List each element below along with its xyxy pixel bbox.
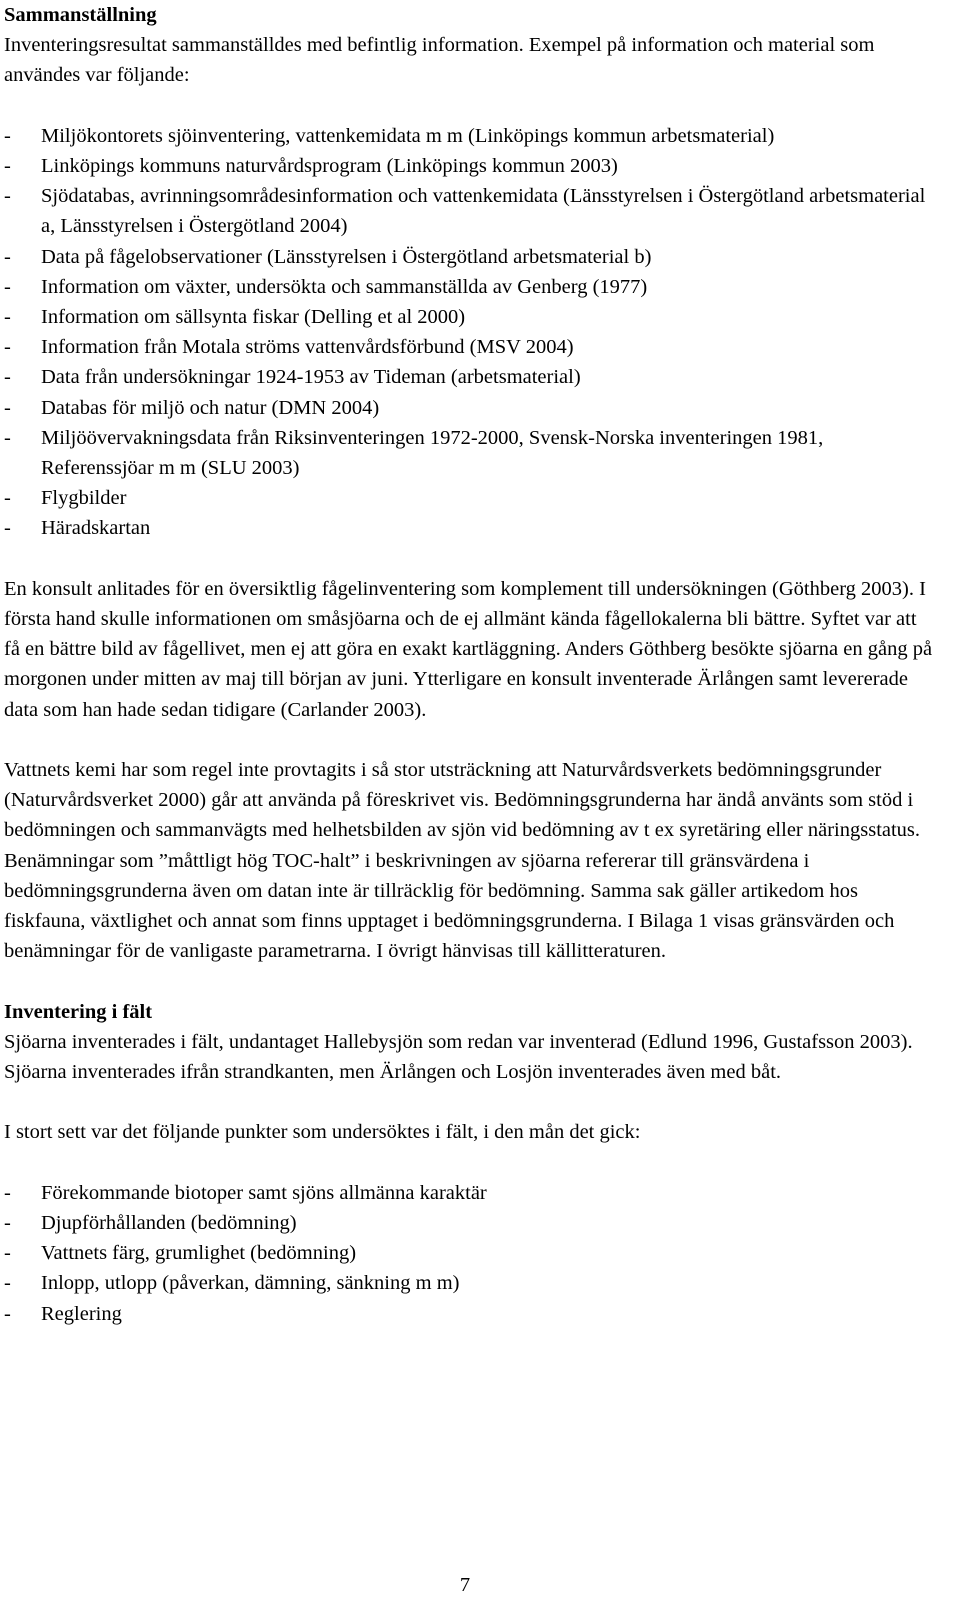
list-item: - Häradskartan [4, 513, 934, 543]
document-page [4, 0, 934, 1329]
spacer [4, 91, 934, 121]
intro-paragraph: Inventeringsresultat sammanställdes med befintlig information. Exempel på information och material som användes var följande: [4, 34, 875, 87]
section-heading-sammanstallning: Sammanställning [4, 4, 157, 26]
section-heading-inventering-i-falt: Inventering i fält [4, 1000, 153, 1023]
list-item: - Miljöövervakningsdata från Riksinventeringen 1972-2000, Svensk-Norska inventeringen 1981, Referenssjöar m m (SLU 2003) [4, 423, 934, 483]
list-item: - Information från Motala ströms vattenvårdsförbund (MSV 2004) [4, 332, 934, 362]
list-item: - Linköpings kommuns naturvårdsprogram (Linköpings kommun 2003) [4, 151, 934, 181]
list-item: - Vattnets färg, grumlighet (bedömning) [4, 1238, 934, 1268]
points-intro-paragraph: I stort sett var det följande punkter som undersöktes i fält, i den mån det gick: [4, 1121, 641, 1144]
list-item: - Information om sällsynta fiskar (Delling et al 2000) [4, 302, 934, 332]
list-item: - Miljökontorets sjöinventering, vattenkemidata m m (Linköpings kommun arbetsmaterial) [4, 121, 934, 151]
list-item: - Sjödatabas, avrinningsområdesinformation och vattenkemidata (Länsstyrelsen i Östergötland arbetsmaterial a, Länsstyrelsen i Östergötland 2004) [4, 181, 934, 241]
list-item: - Data från undersökningar 1924-1953 av Tideman (arbetsmaterial) [4, 362, 934, 392]
list-item: - Djupförhållanden (bedömning) [4, 1208, 934, 1238]
spacer [4, 966, 934, 996]
list-item: - Data på fågelobservationer (Länsstyrelsen i Östergötland arbetsmaterial b) [4, 242, 934, 272]
chemistry-paragraph: Vattnets kemi har som regel inte provtagits i så stor utsträckning att Naturvårdsverkets bedömningsgrunder (Naturvårdsverket 2000) går att använda på föreskrivet vis. Bedömningsgrunderna har ändå använts som stöd i bedömningen och sammanvägts med helhetsbilden av sjön vid bedömning av t ex syretäring eller näringsstatus. Benämningar som ”måttligt hög TOC-halt” i beskrivningen av sjöarna refererar till gränsvärdena i bedömningsgrunderna även om datan inte är tillräcklig för bedömning. Samma sak gäller artikedom hos fiskfauna, växtlighet och annat som finns upptaget i bedömningsgrunderna. I Bilaga 1 visas gränsvärden och benämningar för de vanligaste parametrarna. I övrigt hänvisas till källitteraturen. [4, 759, 921, 963]
list-item: - Flygbilder [4, 483, 934, 513]
list-item: - Förekommande biotoper samt sjöns allmänna karaktär [4, 1178, 934, 1208]
consultant-paragraph: En konsult anlitades för en översiktlig fågelinventering som komplement till undersökningen (Göthberg 2003). I första hand skulle informationen om småsjöarna och de ej allmänt kända fågellokalerna bli bättre. Syftet var att få en bättre bild av fågellivet, men ej att göra en exakt kartläggning. Anders Göthberg besökte sjöarna en gång på morgonen under mitten av maj till början av juni. Ytterligare en konsult inventerade Ärlången samt levererade data som han hade sedan tidigare (Carlander 2003). [4, 577, 933, 721]
list-item: - Inlopp, utlopp (påverkan, dämning, sänkning m m) [4, 1268, 934, 1298]
spacer [4, 544, 934, 574]
list-item: - Databas för miljö och natur (DMN 2004) [4, 393, 934, 423]
sources-list [4, 121, 934, 544]
spacer [4, 1087, 934, 1117]
list-item: - Reglering [4, 1299, 934, 1329]
field-points-list [4, 1178, 934, 1329]
list-item: - Information om växter, undersökta och sammanställda av Genberg (1977) [4, 272, 934, 302]
field-paragraph: Sjöarna inventerades i fält, undantaget Hallebysjön som redan var inventerad (Edlund 1996, Gustafsson 2003). Sjöarna inventerades ifrån strandkanten, men Ärlången och Losjön inventerades även med båt. [4, 1030, 913, 1084]
spacer [4, 1148, 934, 1178]
page-number: 7 [459, 1574, 471, 1596]
spacer [4, 725, 934, 755]
